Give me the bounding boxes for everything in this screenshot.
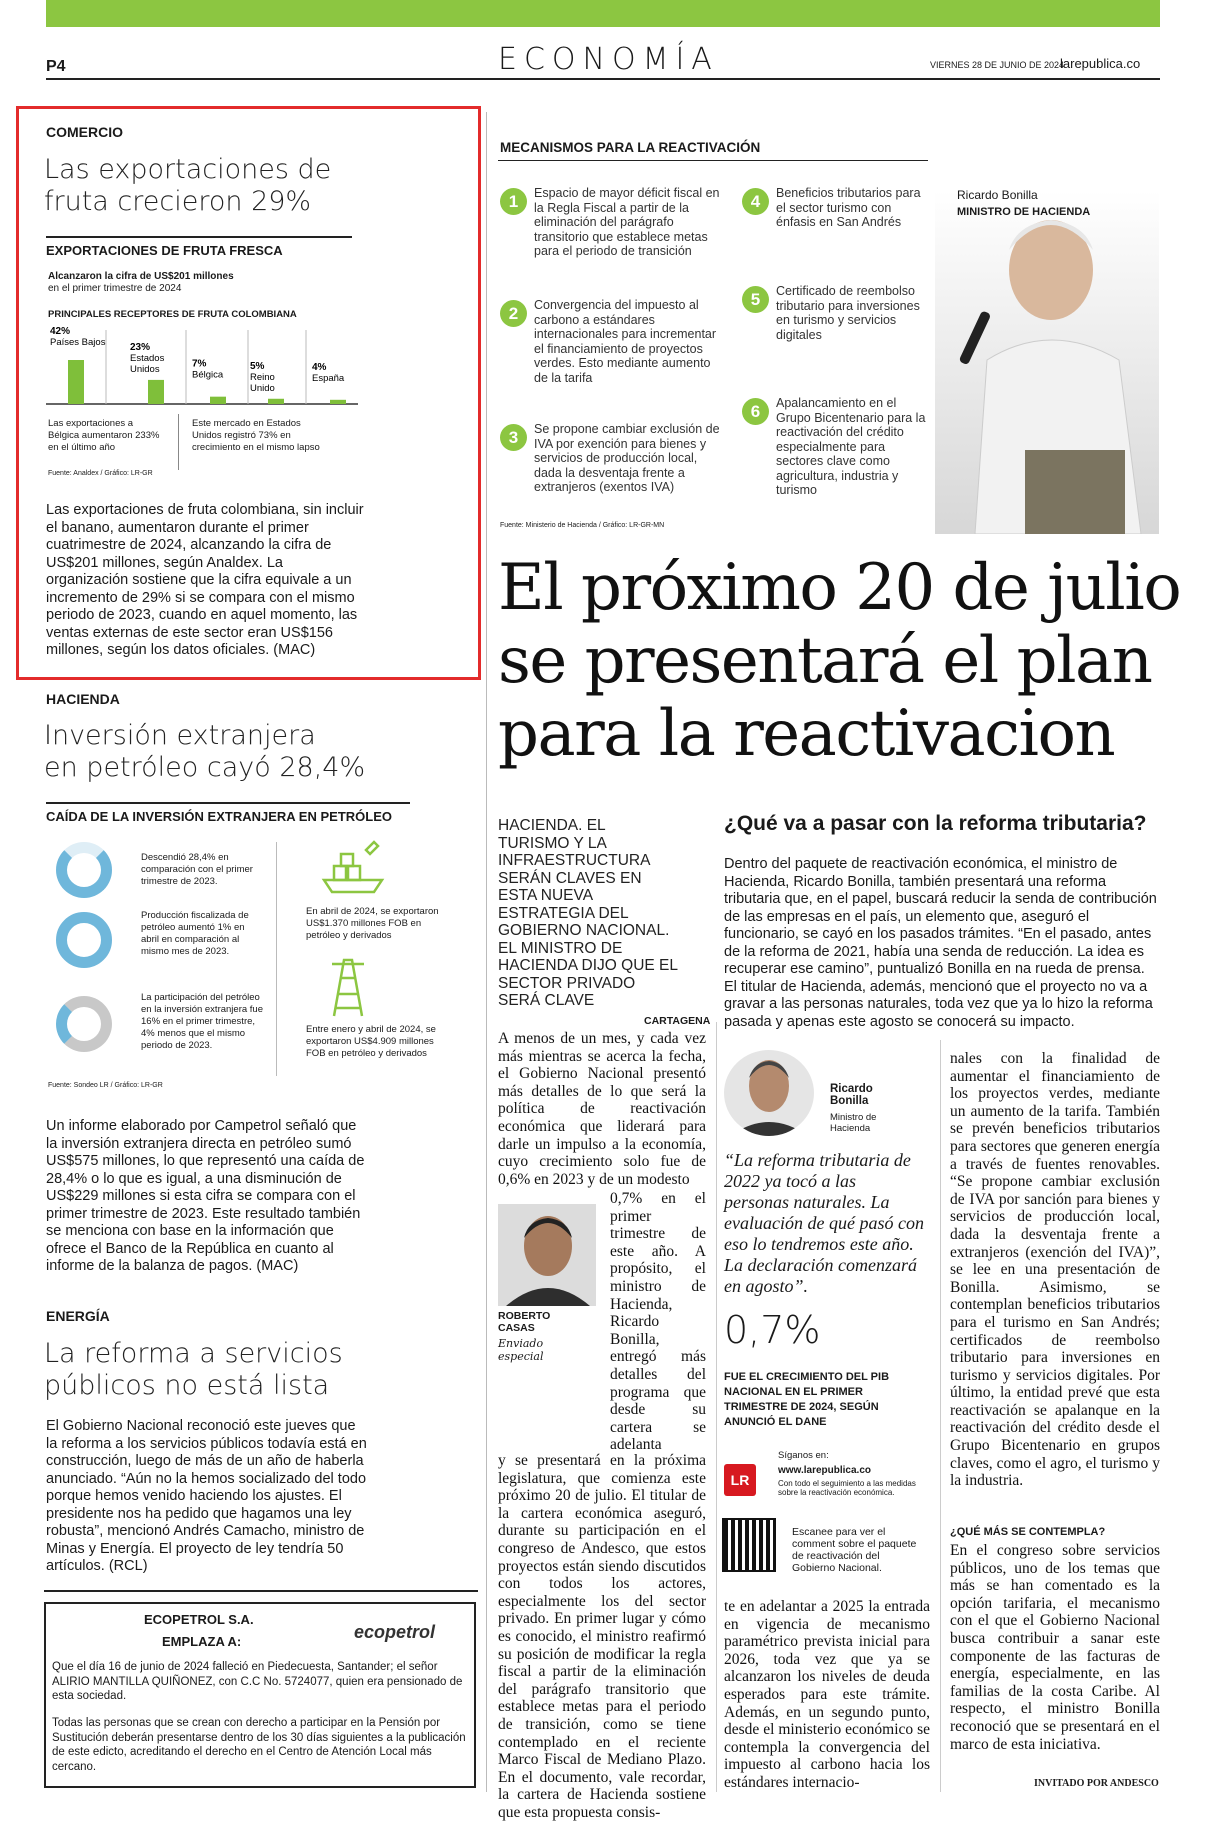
ship-icon [318,838,388,898]
article-deck: HACIENDA. EL TURISMO Y LA INFRAESTRUCTURA SERÁN CLAVES EN ESTA NUEVA ESTRATEGIA DEL GOBIERNO NACIONAL. EL MINISTRO DE HACIENDA DIJO QUE EL SECTOR PRIVADO SERÁ CLAVE [498,817,678,1009]
oil-body: Un informe elaborado por Campetrol señaló que la inversión extranjera directa en petróleo sumó US$575 millones, lo que representó una caída de 28,4% o lo que es igual, a una disminución de US$229 millones si esta cifra se compara con el primer trimestre de 2023. Este resultado también se menciona con base en la información que ofrece el Banco de la República en cuanto al informe de la balanza de pagos. (MAC) [46,1118,365,1274]
ad-company: ECOPETROL S.A. [144,1612,254,1627]
issue-date: VIERNES 28 DE JUNIO DE 2024 [930,60,1065,70]
bar-value-label-0: 42% [50,326,71,337]
bar-category-label-3: Unido [250,382,275,394]
fruit-box-title: EXPORTACIONES DE FRUTA FRESCA [46,236,352,258]
mechanism-text-3: Se propone cambiar exclusión de IVA por exención para bienes y servicios de producción local, dada la desventaja frente a extranjeros (exentos IVA) [534,422,720,494]
oil-kicker: HACIENDA [46,691,120,707]
energy-title: La reforma a servicios públicos no está lista [44,1338,343,1401]
mechanism-number-4: 4 [742,188,769,215]
mechanisms-title: MECANISMOS PARA LA REACTIVACIÓN [500,140,761,155]
page-number: P4 [46,58,66,75]
donut-chart-1 [56,842,112,898]
mechanism-text-6: Apalancamiento en el Grupo Bicentenario para la reactivación del crédito especialmente para sectores clave como agricultura, industria y turismo [776,396,926,497]
energy-body: El Gobierno Nacional reconoció este jueves que la reforma a los servicios públicos todavía está en construcción, luego de más de un año de haberla anunciado. “Aún no la hemos socializado del todo porque hemos venido haciendo los ajustes. El presidente nos ha pedido que hagamos una ley robusta”, mencionó Andrés Camacho, ministro de Minas y Energía. El proyecto de ley tendría 50 artículos. (RCL) [46,1418,367,1574]
subsection-title: ¿Qué va a pasar con la reforma tributaria? [724,812,1147,835]
fruit-kicker: COMERCIO [46,124,123,140]
ecopetrol-logo: ecopetrol [354,1622,436,1642]
follow-text: Con todo el seguimiento a las medidas sobre la reactivación económica. [778,1479,916,1497]
big-stat-caption: FUE EL CRECIMIENTO DEL PIB NACIONAL EN EL PRIMER TRIMESTRE DE 2024, SEGÚN ANUNCIÓ EL DANE [724,1371,890,1428]
donut-chart-3 [56,996,112,1052]
author-photo [498,1204,596,1306]
bar-category-label-2: Bélgica [192,369,224,381]
donut-chart-2 [56,912,112,968]
bar-category-label-1: Unidos [130,363,160,375]
site-url[interactable]: larepublica.co [1060,56,1141,71]
oil-stat-2: Producción fiscalizada de petróleo aumentó 1% en abril en comparación al mismo mes de 2023. [141,910,249,957]
mechanism-text-5: Certificado de reembolso tributario para inversiones en turismo y servicios digitales [776,284,920,342]
follow-url[interactable]: www.larepublica.co [778,1465,871,1476]
qr-text: Escanee para ver el comment sobre el paquete de reactivación del Gobierno Nacional. [792,1526,917,1574]
minister-role: MINISTRO DE HACIENDA [957,206,1091,218]
big-stat: 0,7% [724,1308,821,1352]
quote-photo [724,1050,814,1136]
dateline: CARTAGENA [644,1015,711,1027]
mechanism-text-2: Convergencia del impuesto al carbono a estándares internacionales para incrementar el financiamiento de proyectos verdes. Esto mediante aumento de la tarifa [534,298,717,385]
bar-category-label-1: Estados [130,352,165,364]
top-color-bar [46,0,1160,27]
fruit-bar-chart [46,326,358,408]
mechanism-number-3: 3 [500,424,527,451]
pull-quote: “La reforma tributaria de 2022 ya tocó a las personas naturales. La evaluación de qué pasó con eso lo tendremos este año. La declaración comenzará en agosto”. [724,1150,924,1296]
invited-by: INVITADO POR ANDESCO [1034,1778,1159,1789]
article-column-1a: A menos de un mes, y cada vez más mientras se acerca la fecha, el Gobierno Nacional presentó más detalles de lo que será la política de reactivación económica que liderará para darle un impulso a la economía, cuyo crecimiento solo fue de 0,6% en 2023 y de un modesto [498,1030,706,1188]
oil-stat-1: Descendió 28,4% en comparación con el primer trimestre de 2023. [141,852,253,887]
author-name: ROBERTO CASAS [498,1310,551,1334]
follow-label: Síganos en: [778,1450,829,1461]
oil-title: Inversión extranjera en petróleo cayó 28,4% [44,720,366,783]
ad-emplaza: EMPLAZA A: [162,1634,242,1649]
oil-export-2: Entre enero y abril de 2024, se exportaron US$4.909 millones FOB en petróleo y derivados [306,1024,436,1059]
bar-value-label-4: 4% [312,361,327,373]
quote-role: Ministro de Hacienda [830,1112,877,1134]
chart-caption-belgium: Las exportaciones a Bélgica aumentaron 233% en el último año [48,418,160,453]
energy-kicker: ENERGÍA [46,1308,110,1324]
oil-source: Fuente: Sondeo LR / Gráfico: LR-GR [48,1082,163,1089]
bar-category-label-3: Reino [250,371,275,383]
qr-code[interactable] [724,1520,774,1570]
quote-person: Ricardo Bonilla [830,1083,873,1107]
bar-2 [210,397,226,404]
bar-0 [68,360,84,404]
mechanism-number-2: 2 [500,300,527,327]
lr-logo: LR [724,1464,756,1496]
article-column-1b: 0,7% en el primer trimestre de este año. A propósito, el ministro de Hacienda, Ricardo Bonilla, entregó más detalles del programa que desde su cartera se adelanta [610,1190,706,1454]
article-column-3: te en adelantar a 2025 la entrada en vigencia de mecanismo paramétrico prevista inicial para 2026, toda vez que ya se alcanzaron los niveles de deuda esperados para este trámite. Además, en un segundo punto, desde el ministerio económico se contempla la convergencia del impuesto al carbono hacia los estándares internacio- [724,1598,930,1791]
ad-paragraph-1: Que el día 16 de junio de 2024 falleció en Piedecuesta, Santander; el señor ALIRIO MANTILLA QUIÑONEZ, con C.C No. 5724077, quien era pensionado de esta sociedad. [52,1661,463,1702]
mechanisms-source: Fuente: Ministerio de Hacienda / Gráfico: LR-GR-MN [500,522,665,529]
bar-1 [148,380,164,404]
ad-paragraph-2: Todas las personas que se crean con derecho a participar en la Pensión por Sustitución deberán presentarse dentro de los 30 días siguientes a la publicación de este edicto, acreditando el derecho en el Centro de Atención Local más cercano. [52,1717,466,1773]
author-role: Enviado especial [498,1337,544,1363]
minister-name: Ricardo Bonilla [957,188,1038,202]
article-column-4a: nales con la finalidad de aumentar el financiamiento de los proyectos verdes, mediante un aumento de la tarifa. También se prevén beneficios tributarios para sectores que generen energía a través de fuentes renovables. “Se propone cambiar exclusión de IVA por sanción para bienes y servicios de producción local, dada la desventaja frente a extranjeros (exención del IVA)”, se lee en una presentación de Bonilla. Asimismo, se contemplan beneficios tributarios para el turismo en San Andrés; certificados de reembolso tributario para inversiones en turismo y servicios digitales. Por último, la entidad prevé que esta reactivación se apalanque en la reactivación del crédito desde el Grupo Bicentenario en grupos claves, como el agro, el turismo y la industria. [950,1050,1160,1490]
mechanism-number-6: 6 [742,398,769,425]
fruit-source: Fuente: Analdex / Gráfico: LR-GR [48,470,153,477]
oil-box-title: CAÍDA DE LA INVERSIÓN EXTRANJERA EN PETRÓLEO [46,802,410,824]
fruit-title: Las exportaciones de fruta crecieron 29% [44,154,332,217]
bar-4 [330,400,346,404]
article-column-1c: y se presentará en la próxima legislatura, que comienza este próximo 20 de julio. El titular de la cartera económica aseguró, durante su participación en el congreso de Andesco, que estos proyectos están siendo discutidos con todos los actores, especialmente los del sector privado. En primer lugar y cómo es conocido, el ministro reafirmó su posición de modificar la regla fiscal a partir de la eliminación del parágrafo transitorio que establece metas para el periodo de transición, como se tiene contemplado en el reciente Marco Fiscal de Mediano Plazo. En el documento, vale recordar, la cartera de Hacienda sostiene que esta propuesta consis- [498,1452,706,1821]
bar-value-label-1: 23% [130,341,151,353]
header-rule [46,78,1160,80]
oil-export-1: En abril de 2024, se exportaron US$1.370 millones FOB en petróleo y derivados [306,906,439,941]
main-headline: El próximo 20 de julio se presentará el plan para la reactivacion [498,551,1181,771]
section-title: ECONOMÍA [498,42,719,77]
fruit-note: Alcanzaron la cifra de US$201 millones en el primer trimestre de 2024 [48,271,234,294]
chart-subtitle: PRINCIPALES RECEPTORES DE FRUTA COLOMBIANA [48,309,297,320]
mechanism-text-4: Beneficios tributarios para el sector turismo con énfasis en San Andrés [776,186,921,229]
bar-3 [268,399,284,404]
bar-value-label-2: 7% [192,358,207,370]
minister-photo [935,190,1159,534]
subsection-body: Dentro del paquete de reactivación económica, el ministro de Hacienda, Ricardo Bonilla, también presentará una reforma tributaria que, en el papel, buscará reducir la senda de contribución de las empresas en el país, un elemento que, aseguró el funcionario, se cayó en los pasados trámites. “En el pasado, antes de la reforma de 2021, había una senda de reducción. La idea es recuperar ese camino”, puntualizó Bonilla en na rueda de prensa. El titular de Hacienda, además, mencionó que el proyecto no va a gravar a las personas naturales, toda vez que ya lo hizo la reforma pasada y apenas este agosto se conocerá su impacto. [724,856,1157,1030]
bar-value-label-3: 5% [250,360,265,372]
article-column-4b: En el congreso sobre servicios públicos, uno de los temas que más se han comentado es la opción tarifaria, el mecanismo con el que el Gobierno Nacional busca contribuir a sanar este componente de las facturas de energía, especialmente, en las familias de la costa Caribe. Al respecto, el ministro Bonilla reconoció que se presentará en el marco de esta iniciativa. [950,1542,1160,1753]
mechanism-number-5: 5 [742,286,769,313]
fruit-body: Las exportaciones de fruta colombiana, sin incluir el banano, aumentaron durante el primer cuatrimestre de 2024, alcanzando la cifra de US$201 millones, según Analdex. La organización sostiene que la cifra equivale a un incremento de 29% si se compara con el mismo periodo de 2023, cuando en aquel momento, las ventas externas de este sector eran US$156 millones, según los datos oficiales. (MAC) [46,502,364,658]
mechanism-number-1: 1 [500,188,527,215]
oil-stat-3: La participación del petróleo en la inversión extranjera fue 16% en el primer trimestre, 4% menos que el mismo periodo de 2023. [141,992,263,1051]
column-4-subhead: ¿QUÉ MÁS SE CONTEMPLA? [950,1526,1106,1538]
oil-rig-icon [324,950,372,1020]
chart-caption-usa: Este mercado en Estados Unidos registró 73% en crecimiento en el mismo lapso [192,418,320,453]
bar-category-label-4: España [312,372,345,384]
bar-category-label-0: Países Bajos [50,337,106,348]
mechanism-text-1: Espacio de mayor déficit fiscal en la Regla Fiscal a partir de la eliminación del parágrafo transitorio que establece metas para el periodo de transición [534,186,720,258]
